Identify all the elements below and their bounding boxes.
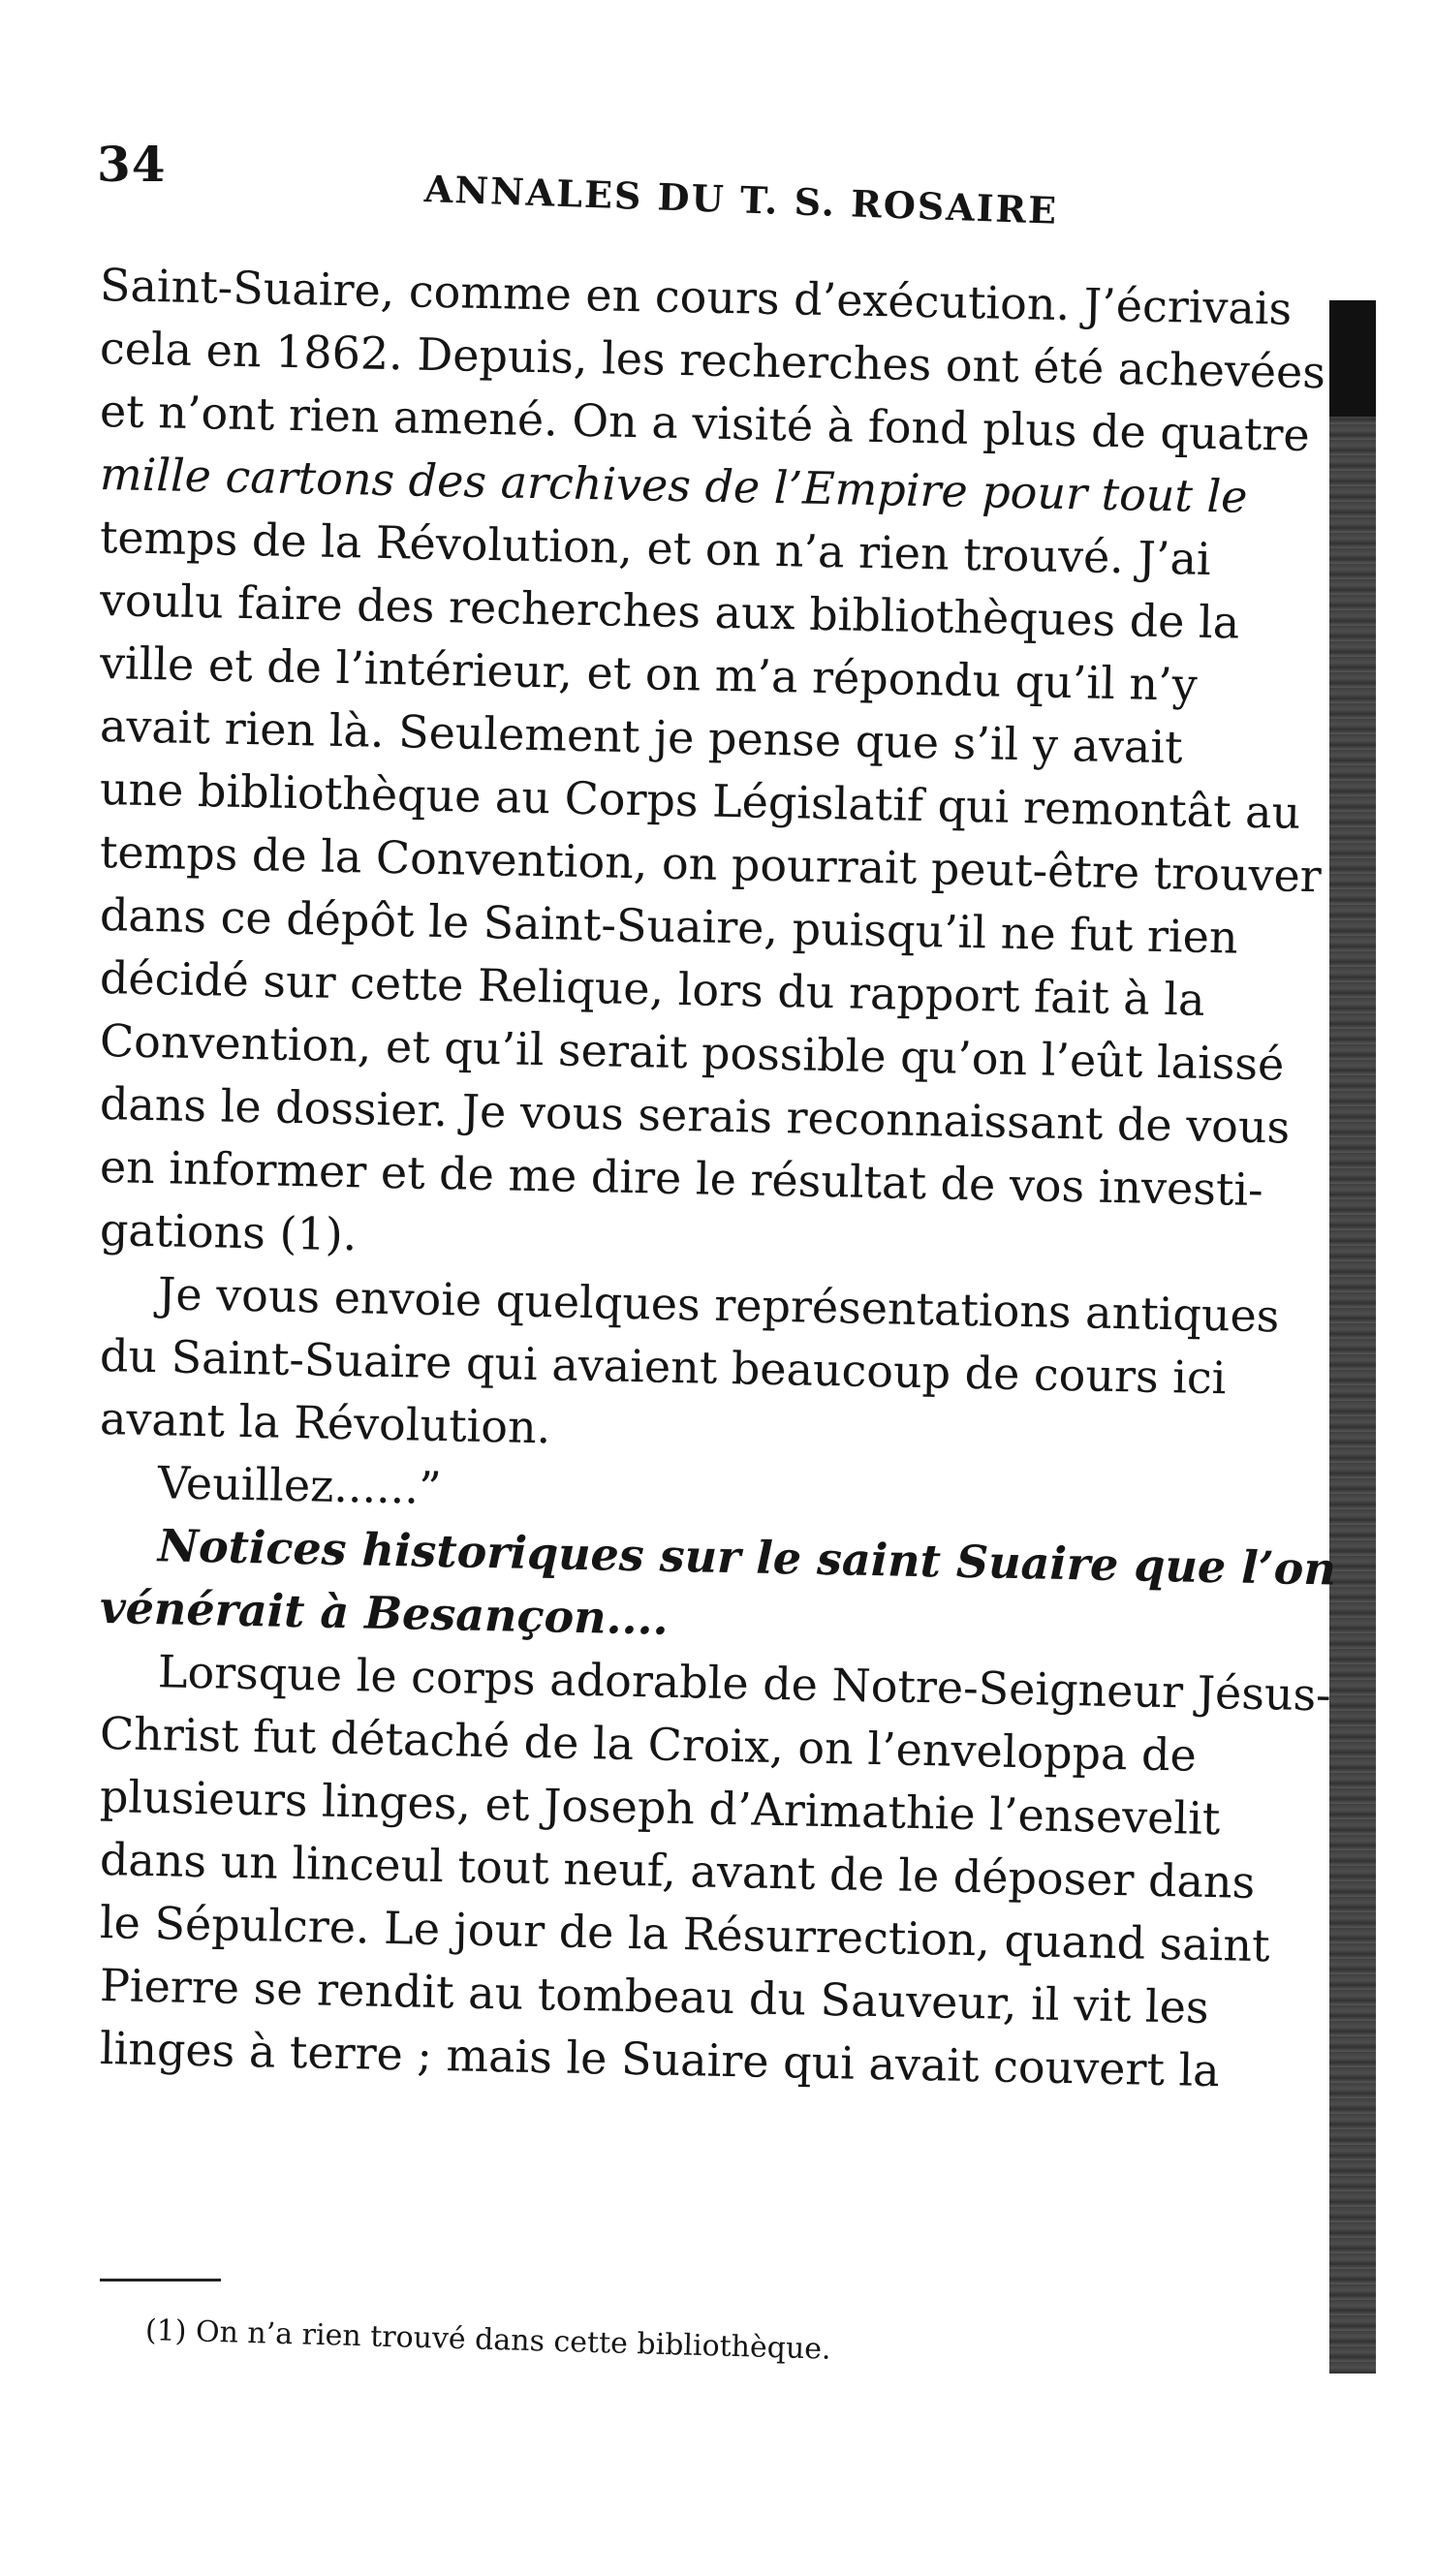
text-line: une bibliothèque au Corps Législatif qui remontât au: [99, 762, 1301, 839]
text-line: gations (1).: [99, 1203, 358, 1261]
text-line: temps de la Convention, on pourrait peut-être trouver: [99, 825, 1323, 903]
section-heading: vénérait à Besançon....: [99, 1581, 670, 1645]
text-line: Je vous envoie quelques représentations antiques: [157, 1267, 1280, 1343]
text-line: cela en 1862. Depuis, les recherches ont été achevées: [99, 322, 1326, 399]
text-line: Lorsque le corps adorable de Notre-Seigneur Jésus-: [157, 1645, 1332, 1722]
text-line: Christ fut détaché de la Croix, on l’enveloppa de: [99, 1707, 1198, 1782]
text-line: ville et de l’intérieur, et on m’a répondu qu’il n’y: [99, 636, 1199, 711]
text-line: Convention, et qu’il serait possible qu’on l’eût laissé: [99, 1014, 1285, 1091]
text-line: et n’ont rien amené. On a visité à fond plus de quatre: [99, 385, 1311, 462]
text-line: linges à terre ; mais le Suaire qui avait couvert la: [99, 2022, 1221, 2097]
text-line: dans un linceul tout neuf, avant de le déposer dans: [99, 1833, 1256, 1909]
text-line: Pierre se rendit au tombeau du Sauveur, il vit les: [99, 1959, 1210, 2033]
text-line: en informer et de me dire le résultat de vos investi-: [99, 1140, 1264, 1217]
text-line: décidé sur cette Relique, lors du rapport fait à la: [99, 951, 1206, 1026]
text-line: mille cartons des archives de l’Empire pour tout le: [99, 448, 1249, 523]
section-heading: Notices historiques sur le saint Suaire que l’on: [157, 1519, 1337, 1596]
text-line: Veuillez......”: [157, 1456, 443, 1515]
body-text: [99, 254, 1359, 2097]
footnote-rule: [100, 2279, 221, 2281]
text-line: avait rien là. Seulement je pense que s’il y avait: [99, 699, 1184, 774]
text-line: avant la Révolution.: [99, 1392, 551, 1454]
text-line: temps de la Révolution, et on n’a rien trouvé. J’ai: [99, 511, 1212, 586]
text-line: voulu faire des recherches aux bibliothèques de la: [99, 574, 1240, 649]
text-line: dans le dossier. Je vous serais reconnaissant de vous: [99, 1077, 1291, 1154]
page-number: 34: [97, 136, 167, 193]
text-line: dans ce dépôt le Saint-Suaire, puisqu’il ne fut rien: [99, 888, 1239, 964]
text-line: du Saint-Suaire qui avaient beaucoup de cours ici: [99, 1329, 1227, 1405]
text-line: le Sépulcre. Le jour de la Résurrection, quand saint: [99, 1896, 1271, 1972]
text-line: plusieurs linges, et Joseph d’Arimathie l’ensevelit: [99, 1770, 1221, 1846]
footnote: (1) On n’a rien trouvé dans cette bibliothèque.: [144, 2313, 832, 2367]
text-line: Saint-Suaire, comme en cours d’exécution. J’écrivais: [99, 259, 1293, 335]
running-head: ANNALES DU T. S. ROSAIRE: [423, 167, 1059, 233]
